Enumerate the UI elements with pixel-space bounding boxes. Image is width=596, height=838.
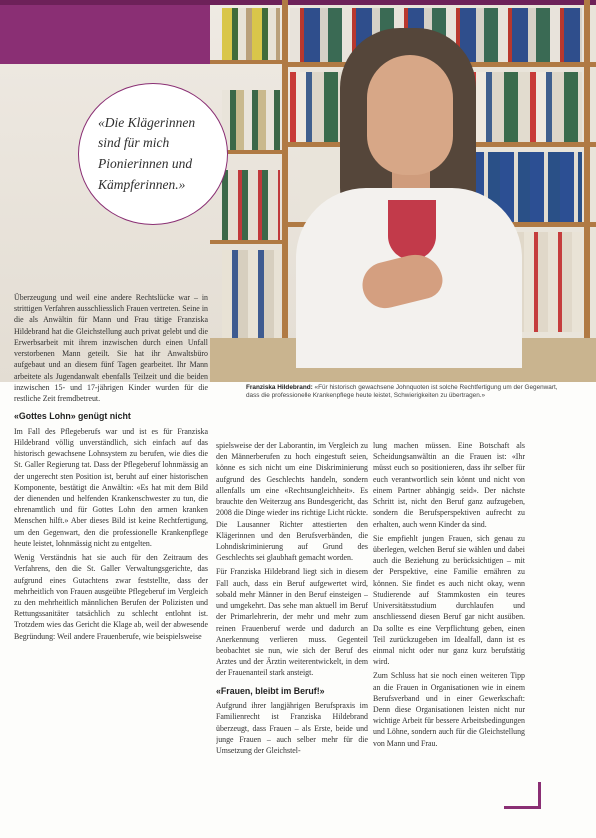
shelf-post-left (282, 0, 288, 340)
paragraph: Aufgrund ihrer langjährigen Berufspraxis im Familienrecht ist Franziska Hildebrand überzeugt, dass Frauen – als Erste, beide und junge Frauen – auch selber mehr für die Umsetzung der Gleichstel- (216, 701, 368, 755)
subheading: «Gottes Lohn» genügt nicht (14, 411, 131, 422)
book-row (222, 90, 280, 150)
accent-strip (0, 0, 596, 5)
book-row (222, 170, 280, 240)
text-column-1 (14, 292, 208, 832)
shelf-board (210, 240, 282, 244)
caption-text: «Für historisch gewachsene Johnquoten ist solche Rechtfertigung um der Gegenwart, dass die professionelle Krankenpflege heute leistet, Schwierigkeiten zu übertragen.» (246, 384, 558, 400)
paragraph: Wenig Verständnis hat sie auch für den Zeitraum des Verfahrens, den die St. Galler Verwaltungsgerichte, das aufgrund eines Gutachtens zwar feststellte, dass der mehrheitlich von Frauen ausgeübte Pflegeberuf im Vergleich zu den mehrheitlich männlichen Berufen der Polizisten und Rettungssanitäter tatsächlich zu schlecht entlohnt ist. Trotzdem wies das Gericht die Klage ab, weil der abwesende Begründung: Weil andere Frauenberufe, wie beispielsweise (14, 553, 208, 641)
paragraph: spielsweise der der Laborantin, im Vergleich zu den Männerberufen zu hoch eingestuft seien, könne es sich nicht um eine Diskriminierung aufgrund des Geschlechts handeln, sondern allenfalls um eine «Rechtsungleichheit». Es brauchte den Weiterzug ans Bundesgericht, das 2008 die Dinge wieder ins richtige Licht rückte. Die Lausanner Richter attestierten den Klägerinnen und den Berufsverbänden, die Lohndiskriminierung auf Grund des Geschlechts sei glaubhaft gemacht worden. (216, 441, 368, 563)
book-row (222, 8, 280, 60)
pull-quote: «Die Klägerinnen sind für mich Pionierinnen und Kämpferinnen.» (98, 114, 196, 192)
corner-accent (504, 806, 540, 809)
text-column-2 (216, 440, 368, 832)
paragraph: Sie empfiehlt jungen Frauen, sich genau zu überlegen, welchen Beruf sie wählen und dabei auch die Beziehung zu berücksichtigen – mit der Perspektive, eine Familie ernähren zu können. Sie findet es auch nicht okay, wenn Studierende auf Stammkosten ein teures Universitätsstudium durchlaufen und anschliessend diesen Beruf gar nicht ausüben. Da sollte es eine Verpflichtung geben, einen Teil zurückzugeben im Idealfall, dann ist es einmal nicht oder nur ganz kurz berufstätig wird. (373, 533, 525, 667)
paragraph: Zum Schluss hat sie noch einen weiteren Tipp an die Frauen in Organisationen wie in einem Berufsverband und in einer Gewerkschaft: Denn diese Organisationen leisten nicht nur wichtige Arbeit für bessere Arbeitsbedingungen und Löhne, sondern auch für die Gleichstellung von Mann und Frau. (373, 671, 525, 748)
text-column-3 (373, 440, 525, 832)
person-top (388, 200, 436, 260)
corner-accent-vertical (538, 782, 541, 809)
paragraph: Im Fall des Pflegeberufs war und ist es für Franziska Hildebrand völlig unverständlich, sich einfach auf das historisch gewachsene Lohnsystem zu berufen, wie dies die St. Galler Regierung tat. Dass der Pflegeberuf lohnmässig an der ungerecht sten Position ist, beruht auf einer historischen Komponente, bestätigt die Anwältin: «Es hat mit dem Bild der dienenden und helfenden Krankenschwester zu tun, die ehrenamtlich und für Gottes Lohn den armen kranken Menschen hilft.» Aber dieses Bild ist keine Rechtfertigung, um den Gegenwart, den die professionelle Krankenpflege heute leistet, lohnmässig nicht zu entgelten. (14, 426, 208, 548)
photo-caption (246, 384, 560, 401)
paragraph: lung machen müssen. Eine Botschaft als Scheidungsanwältin an die Frauen ist: «Ihr müsst euch so positionieren, dass ihr selber für euch verantwortlich sein könnt und nicht von einem Partner abhängig seid». Der nächste Schritt ist, nicht den Beruf ganz aufzugeben, sondern die Berufsperspektiven aufrecht zu erhalten, auch wenn Kinder da sind. (373, 441, 525, 529)
paragraph: Für Franziska Hildebrand liegt sich in diesem Fall auch, dass ein Beruf aufgewertet wird, sobald mehr Männer in den Beruf einsteigen – und umgekehrt. Das sehe man aktuell im Beruf der Primarlehrerin, der mehr und mehr zum reinen Frauenberuf werde und dadurch an Anerkennung verlieren muss. Gegenteil beobachtet sie nun, wie sich der Beruf des Arztes und der Ärztin weiterentwickelt, in dem der Frauenanteil stark ansteigt. (216, 567, 368, 678)
subheading: «Frauen, bleibt im Beruf!» (216, 685, 325, 696)
accent-panel (0, 0, 210, 64)
person-face (367, 55, 453, 175)
paragraph: Überzeugung und weil eine andere Rechtslücke war – in strittigen Verfahren ausschliesslich Frauen vertreten. Seine in die als Anwältin für Mann und Frau tätige Franziska Hildebrand hat die Gleichstellung auch privat gelebt und die Erwerbsarbeit mit ihrem inzwischen durch einen Unfall verstorbenen Mann geteilt. Sie hat ihr Anwaltsbüro aufgebaut und an diesem fünf Tagen gearbeitet. Ihr Mann arbeitete als Jugendanwalt ebenfalls Teilzeit und die beiden inzwischen 15- und 17-jährigen Kinder wurden für die restliche Zeit fremdbetreut. (14, 293, 208, 403)
shelf-post-right (584, 0, 590, 340)
book-row (222, 250, 280, 338)
caption-name: Franziska Hildebrand: (246, 384, 313, 391)
shelf-board (210, 60, 282, 64)
pull-quote-bubble (78, 83, 228, 225)
